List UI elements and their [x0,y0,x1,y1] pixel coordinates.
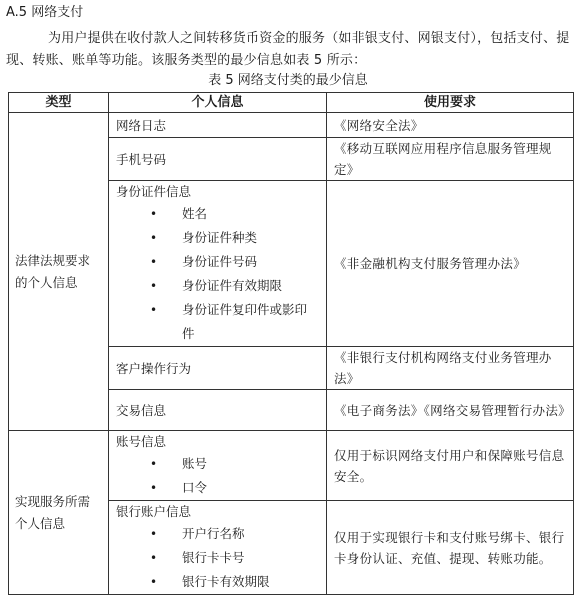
list-item: • 身份证件复印件或影印件 [116,298,319,346]
list-item: • 姓名 [116,202,319,226]
field-label: 银行账户信息 [116,504,192,519]
field-cell: 客户操作行为 [109,347,327,390]
min-info-table [8,92,574,595]
field-cell: 手机号码 [109,138,327,181]
requirement-cell: 仅用于实现银行卡和支付账号绑卡、银行卡身份认证、充值、提现、转账功能。 [327,501,574,595]
category-cell: 法律法规要求的个人信息 [9,113,109,431]
field-cell: 网络日志 [109,113,327,138]
field-cell [109,181,327,347]
category-cell: 实现服务所需个人信息 [9,431,109,595]
field-label: 账号信息 [116,434,167,449]
requirement-cell: 《网络安全法》 [327,113,574,138]
table-header-row [9,93,574,113]
list-item: • 身份证件号码 [116,250,319,274]
requirement-cell: 《移动互联网应用程序信息服务管理规定》 [327,138,574,181]
table-row [9,113,574,138]
table-caption: 表 5 网络支付类的最少信息 [208,73,368,88]
list-item: • 身份证件种类 [116,226,319,250]
requirement-cell: 《非金融机构支付服务管理办法》 [327,181,574,347]
list-item: • 身份证件有效期限 [116,274,319,298]
field-cell [109,431,327,501]
header-personal-info: 个人信息 [109,93,327,113]
field-cell: 交易信息 [109,390,327,431]
list-item: • 口令 [116,476,319,500]
list-item: • 账号 [116,452,319,476]
field-item-list [116,452,319,500]
list-item: • 开户行名称 [116,522,319,546]
table-row [9,431,574,501]
requirement-cell: 《电子商务法》《网络交易管理暂行办法》 [327,390,574,431]
list-item: • 银行卡卡号 [116,546,319,570]
requirement-cell: 仅用于标识网络支付用户和保障账号信息安全。 [327,431,574,501]
header-type: 类型 [9,93,109,113]
field-cell [109,501,327,595]
field-item-list [116,202,319,346]
field-item-list [116,522,319,594]
list-item: • 银行卡有效期限 [116,570,319,594]
section-title: A.5 网络支付 [6,5,84,20]
requirement-cell: 《非银行支付机构网络支付业务管理办法》 [327,347,574,390]
field-label: 身份证件信息 [116,184,192,199]
intro-paragraph: 为用户提供在收付款人之间转移货币资金的服务（如非银支付、网银支付），包括支付、提现、转账、账单等功能。该服务类型的最少信息如表 5 所示： [6,31,570,68]
header-usage-requirement: 使用要求 [327,93,574,113]
